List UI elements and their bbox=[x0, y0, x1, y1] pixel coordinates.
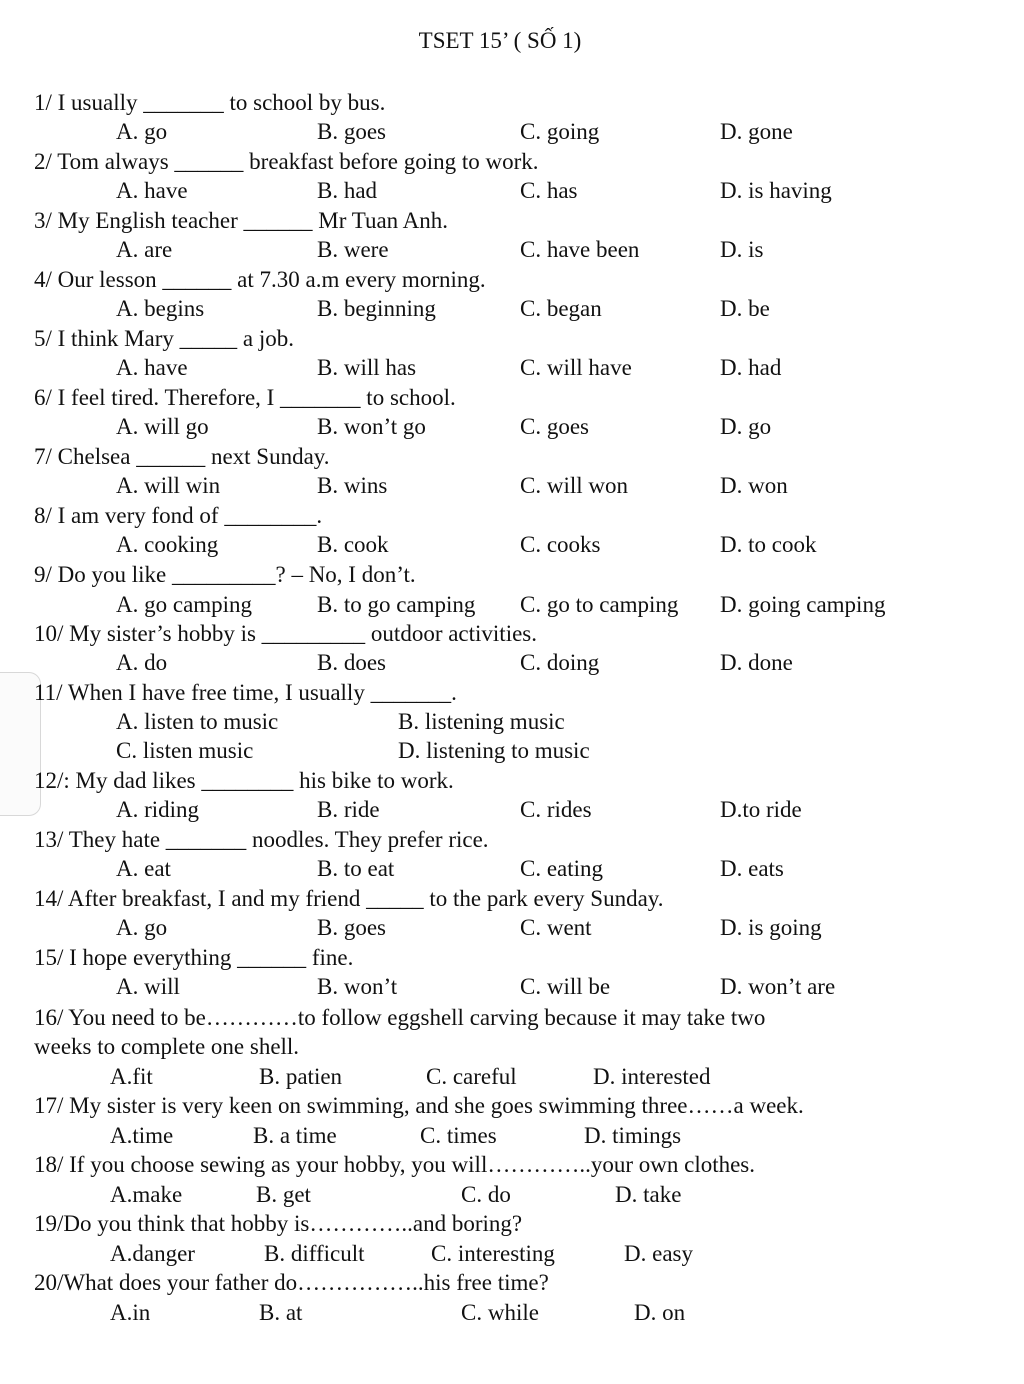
question-4-option-d: D. be bbox=[720, 296, 770, 321]
question-9-option-a: A. go camping bbox=[116, 592, 253, 617]
question-18-option-a: A.make bbox=[110, 1182, 183, 1207]
question-14-option-c: C. went bbox=[520, 915, 592, 940]
question-5-option-a: A. have bbox=[116, 355, 188, 380]
question-14-option-b: B. goes bbox=[317, 915, 386, 940]
question-8-stem: 8/ I am very fond of ________. bbox=[34, 503, 323, 528]
question-13-stem: 13/ They hate _______ noodles. They prefer rice. bbox=[34, 827, 489, 852]
question-6-option-b: B. won’t go bbox=[317, 414, 426, 439]
question-20-option-b: B. at bbox=[259, 1300, 303, 1325]
question-11-stem: 11/ When I have free time, I usually _______. bbox=[34, 680, 457, 705]
question-15-option-c: C. will be bbox=[520, 974, 611, 999]
question-16-stem: 16/ You need to be…………to follow eggshell carving because it may take two bbox=[34, 1005, 766, 1030]
question-14-stem: 14/ After breakfast, I and my friend _____ to the park every Sunday. bbox=[34, 886, 664, 911]
question-13-option-b: B. to eat bbox=[317, 856, 395, 881]
question-11-option-b: B. listening music bbox=[398, 709, 565, 734]
question-17-option-d: D. timings bbox=[584, 1123, 682, 1148]
question-18-option-b: B. get bbox=[256, 1182, 311, 1207]
question-19-option-c: C. interesting bbox=[431, 1241, 555, 1266]
question-7-stem: 7/ Chelsea ______ next Sunday. bbox=[34, 444, 330, 469]
question-10-stem: 10/ My sister’s hobby is _________ outdoor activities. bbox=[34, 621, 538, 646]
question-11-option-c: C. listen music bbox=[116, 738, 254, 763]
question-14-option-a: A. go bbox=[116, 915, 168, 940]
question-1-option-a: A. go bbox=[116, 119, 168, 144]
question-19-option-b: B. difficult bbox=[264, 1241, 365, 1266]
question-11-option-a: A. listen to music bbox=[116, 709, 279, 734]
test-title: TSET 15’ ( SỐ 1) bbox=[418, 28, 582, 53]
question-8-option-d: D. to cook bbox=[720, 532, 817, 557]
question-2-option-d: D. is having bbox=[720, 178, 832, 203]
question-7-option-b: B. wins bbox=[317, 473, 388, 498]
question-3-option-b: B. were bbox=[317, 237, 389, 262]
question-4-option-a: A. begins bbox=[116, 296, 205, 321]
question-19-option-d: D. easy bbox=[624, 1241, 693, 1266]
question-3-option-c: C. have been bbox=[520, 237, 640, 262]
question-9-option-d: D. going camping bbox=[720, 592, 886, 617]
question-14-option-d: D. is going bbox=[720, 915, 822, 940]
question-1-option-c: C. going bbox=[520, 119, 600, 144]
question-15-option-b: B. won’t bbox=[317, 974, 398, 999]
question-16-option-c: C. careful bbox=[426, 1064, 517, 1089]
question-15-option-a: A. will bbox=[116, 974, 180, 999]
question-1-option-b: B. goes bbox=[317, 119, 386, 144]
question-5-option-b: B. will has bbox=[317, 355, 417, 380]
question-18-stem: 18/ If you choose sewing as your hobby, you will…………..your own clothes. bbox=[34, 1152, 756, 1177]
question-11-option-d: D. listening to music bbox=[398, 738, 590, 763]
question-4-stem: 4/ Our lesson ______ at 7.30 a.m every morning. bbox=[34, 267, 486, 292]
question-2-option-a: A. have bbox=[116, 178, 188, 203]
question-18-option-d: D. take bbox=[615, 1182, 682, 1207]
question-1-option-d: D. gone bbox=[720, 119, 793, 144]
question-3-stem: 3/ My English teacher ______ Mr Tuan Anh. bbox=[34, 208, 448, 233]
question-2-stem: 2/ Tom always ______ breakfast before going to work. bbox=[34, 149, 539, 174]
question-16-option-b: B. patien bbox=[259, 1064, 343, 1089]
question-7-option-d: D. won bbox=[720, 473, 788, 498]
question-17-option-b: B. a time bbox=[253, 1123, 337, 1148]
question-3-option-a: A. are bbox=[116, 237, 173, 262]
question-8-option-c: C. cooks bbox=[520, 532, 601, 557]
question-7-option-a: A. will win bbox=[116, 473, 221, 498]
question-10-option-d: D. done bbox=[720, 650, 793, 675]
question-6-option-c: C. goes bbox=[520, 414, 589, 439]
question-9-option-c: C. go to camping bbox=[520, 592, 679, 617]
question-20-option-c: C. while bbox=[461, 1300, 539, 1325]
question-13-option-d: D. eats bbox=[720, 856, 784, 881]
question-1-stem: 1/ I usually _______ to school by bus. bbox=[34, 90, 386, 115]
question-5-stem: 5/ I think Mary _____ a job. bbox=[34, 326, 294, 351]
question-12-option-a: A. riding bbox=[116, 797, 200, 822]
question-2-option-b: B. had bbox=[317, 178, 378, 203]
question-16-option-a: A.fit bbox=[110, 1064, 153, 1089]
question-12-option-d: D.to ride bbox=[720, 797, 802, 822]
question-12-stem: 12/: My dad likes ________ his bike to work. bbox=[34, 768, 454, 793]
question-16-stem-continued: weeks to complete one shell. bbox=[34, 1034, 300, 1059]
question-13-option-a: A. eat bbox=[116, 856, 171, 881]
question-12-option-b: B. ride bbox=[317, 797, 380, 822]
question-8-option-a: A. cooking bbox=[116, 532, 219, 557]
question-19-option-a: A.danger bbox=[110, 1241, 195, 1266]
question-20-option-d: D. on bbox=[634, 1300, 686, 1325]
question-10-option-b: B. does bbox=[317, 650, 386, 675]
question-15-option-d: D. won’t are bbox=[720, 974, 836, 999]
question-19-stem: 19/Do you think that hobby is…………..and boring? bbox=[34, 1211, 523, 1236]
question-12-option-c: C. rides bbox=[520, 797, 592, 822]
question-17-option-c: C. times bbox=[420, 1123, 497, 1148]
question-17-stem: 17/ My sister is very keen on swimming, and she goes swimming three……a week. bbox=[34, 1093, 804, 1118]
question-6-stem: 6/ I feel tired. Therefore, I _______ to school. bbox=[34, 385, 456, 410]
question-10-option-a: A. do bbox=[116, 650, 168, 675]
question-9-stem: 9/ Do you like _________? – No, I don’t. bbox=[34, 562, 416, 587]
question-10-option-c: C. doing bbox=[520, 650, 600, 675]
question-15-stem: 15/ I hope everything ______ fine. bbox=[34, 945, 354, 970]
question-17-option-a: A.time bbox=[110, 1123, 174, 1148]
question-18-option-c: C. do bbox=[461, 1182, 511, 1207]
question-20-option-a: A.in bbox=[110, 1300, 151, 1325]
question-8-option-b: B. cook bbox=[317, 532, 389, 557]
question-4-option-b: B. beginning bbox=[317, 296, 436, 321]
question-6-option-a: A. will go bbox=[116, 414, 209, 439]
question-2-option-c: C. has bbox=[520, 178, 578, 203]
question-5-option-d: D. had bbox=[720, 355, 782, 380]
question-13-option-c: C. eating bbox=[520, 856, 604, 881]
question-7-option-c: C. will won bbox=[520, 473, 628, 498]
question-20-stem: 20/What does your father do……………..his free time? bbox=[34, 1270, 549, 1295]
question-6-option-d: D. go bbox=[720, 414, 772, 439]
question-3-option-d: D. is bbox=[720, 237, 764, 262]
question-9-option-b: B. to go camping bbox=[317, 592, 476, 617]
question-16-option-d: D. interested bbox=[593, 1064, 711, 1089]
question-5-option-c: C. will have bbox=[520, 355, 632, 380]
question-4-option-c: C. began bbox=[520, 296, 602, 321]
